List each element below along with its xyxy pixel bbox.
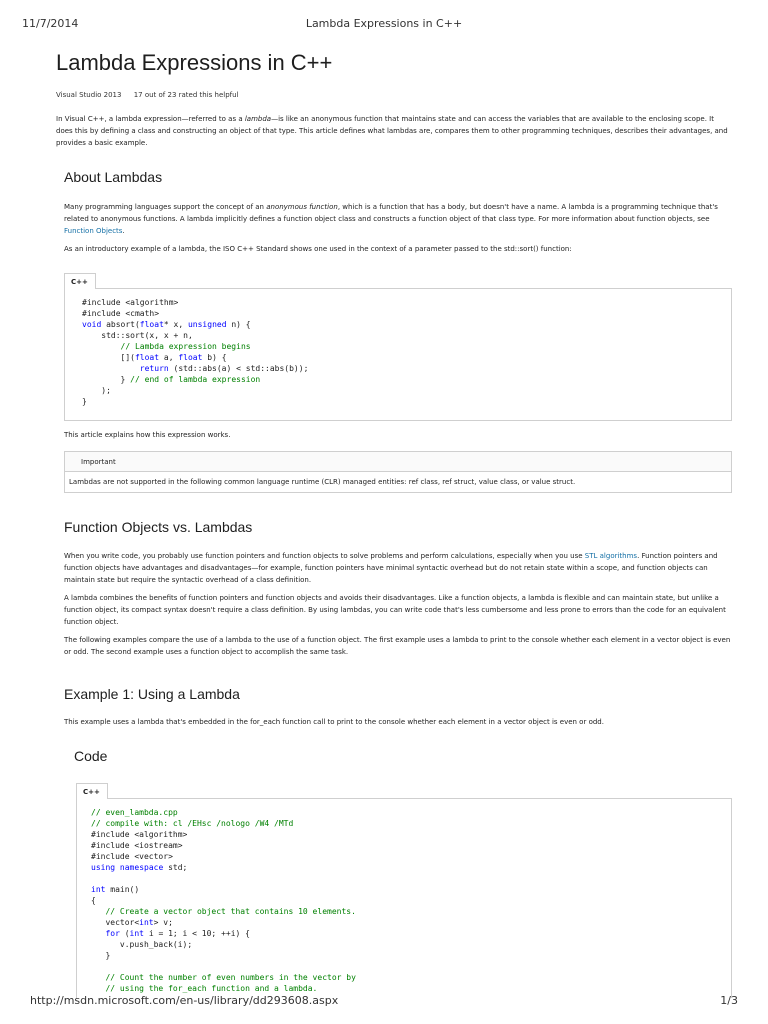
code-subheading: Code: [74, 748, 108, 764]
after-code-paragraph: This article explains how this expression works.: [64, 431, 231, 439]
code-line: // Count the number of even numbers in the vector by: [91, 973, 356, 982]
code-line: // Lambda expression begins: [82, 342, 251, 351]
section-function-objects: [64, 519, 732, 658]
code-line: // Create a vector object that contains 10 elements.: [91, 907, 356, 916]
fovl-paragraph-3: The following examples compare the use of a lambda to the use of a function object. The first example uses a lambda to print to the console whether each element in a vector object is even or odd. The second example uses a function object to accomplish the same task.: [64, 636, 731, 656]
code-line: {: [91, 896, 96, 905]
code-listing-absort: #include <algorithm> #include <cmath> void absort(float* x, unsigned n) { std::sort(x, x + n, // Lambda expression begins [](float a, float b) { return (std::abs(a) < std::abs(b)); } // end of lambda expression ); }: [82, 298, 309, 406]
alert-body: Lambdas are not supported in the following common language runtime (CLR) managed entities: ref class, ref struct, value class, or value struct.: [69, 478, 576, 486]
code-box: [64, 288, 732, 421]
example1-paragraph: This example uses a lambda that's embedded in the for_each function call to print to the console whether each element in a vector object is even or odd.: [64, 718, 604, 726]
article-content: [56, 48, 732, 998]
important-alert: [64, 451, 732, 493]
print-footer-url: http://msdn.microsoft.com/en-us/library/dd293608.aspx: [30, 994, 339, 1007]
code-language-tab[interactable]: C++: [64, 273, 96, 289]
code-block-even-lambda: [76, 778, 732, 998]
print-page-number: 1/3: [720, 994, 738, 1007]
article-meta: [56, 91, 732, 99]
fovl-paragraph-2: A lambda combines the benefits of function pointers and function objects and avoids their disadvantages. Like a function objects, a lambda is flexible and can maintain state, but unlike a function object, its compact syntax doesn't require a class definition. By using lambdas, you can write code that's less cumbersome and less prone to errors than the code for an equivalent function object.: [64, 594, 726, 626]
code-line: #include <iostream>: [91, 841, 183, 850]
product-version: Visual Studio 2013: [56, 91, 122, 99]
code-line: v.push_back(i);: [91, 940, 193, 949]
section-example-1: [64, 686, 732, 998]
page-title: Lambda Expressions in C++: [56, 50, 333, 75]
stl-algorithms-link[interactable]: STL algorithms: [584, 552, 638, 560]
code-line: // using the for_each function and a lambda.: [91, 984, 318, 993]
alert-title: Important: [65, 452, 731, 472]
about-lambdas-heading: About Lambdas: [64, 169, 163, 185]
code-language-tab[interactable]: C++: [76, 783, 108, 799]
function-objects-heading: Function Objects vs. Lambdas: [64, 519, 253, 535]
code-line: std::sort(x, x + n,: [82, 331, 193, 340]
code-line: #include <algorithm>: [82, 298, 179, 307]
print-date: 11/7/2014: [22, 17, 79, 30]
code-block-absort: [64, 268, 732, 421]
print-header-title: Lambda Expressions in C++: [305, 17, 463, 30]
function-objects-link[interactable]: Function Objects: [64, 227, 123, 235]
about-paragraph-2: As an introductory example of a lambda, the ISO C++ Standard shows one used in the context of a parameter passed to the std::sort() function:: [64, 245, 572, 253]
about-paragraph-1: Many programming languages support the concept of an anonymous function, which is a function that has a body, but doesn't have a name. A lambda is a programming technique that's related to anonymous functions. A lambda implicitly defines a function object class and constructs a function object of that class type. For more information about function objects, see Function Objects.: [64, 203, 718, 235]
code-line: // even_lambda.cpp: [91, 808, 178, 817]
section-about-lambdas: [64, 169, 732, 493]
code-box: [76, 798, 732, 998]
code-line: }: [91, 951, 111, 960]
code-line: #include <algorithm>: [91, 830, 188, 839]
code-line: #include <cmath>: [82, 309, 160, 318]
helpful-rating: 17 out of 23 rated this helpful: [133, 91, 239, 99]
fovl-paragraph-1: When you write code, you probably use function pointers and function objects to solve problems and perform calculations, especially when you use STL algorithms. Function pointers and function objects have advantages and disadvantages—for example, function pointers have minimal syntactic overhead but do not retain state within a scope, and function objects can maintain state but require the syntactic overhead of a class definition.: [64, 552, 718, 584]
code-line: // compile with: cl /EHsc /nologo /W4 /MTd: [91, 819, 294, 828]
code-line: }: [82, 397, 87, 406]
intro-paragraph: In Visual C++, a lambda expression—referred to as a lambda—is like an anonymous function that maintains state and can access the variables that are available to the enclosing scope. It does this by defining a class and constructing an object of that type. This article defines what lambdas are, compares them to other programming techniques, describes their advantages, and provides a basic example.: [56, 115, 728, 147]
code-line: #include <vector>: [91, 852, 173, 861]
code-line: );: [82, 386, 111, 395]
example1-heading: Example 1: Using a Lambda: [64, 686, 240, 702]
code-listing-even-lambda: // even_lambda.cpp // compile with: cl /EHsc /nologo /W4 /MTd #include <algorithm> #include <iostream> #include <vector> using namespace std; int main() { // Create a vector object that contains 10 elements. vector<int> v; for (int i = 1; i < 10; ++i) { v.push_back(i); } // Count the number of even numbers in the vector by // using the for_each function and a lambda.: [91, 808, 356, 993]
